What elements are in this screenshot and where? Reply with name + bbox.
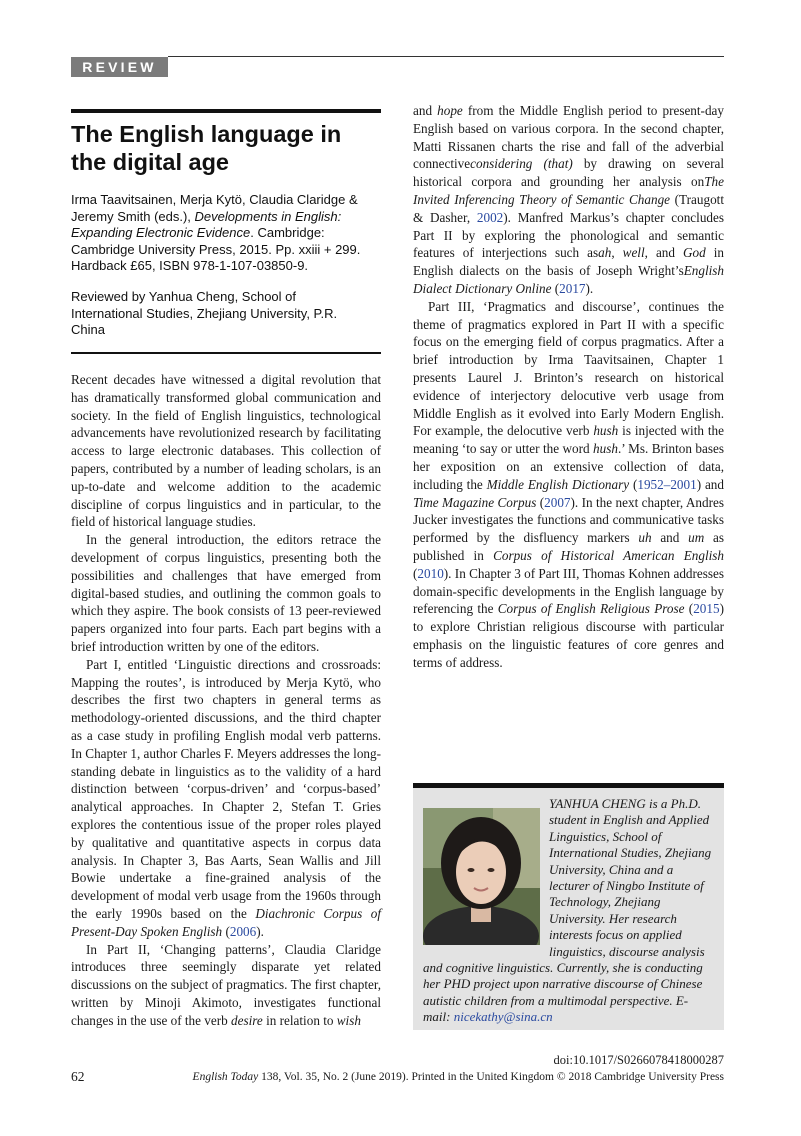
text-run: Part III, ‘Pragmatics and discourse’, continues the theme of pragmatics explored in Part II with a specific focus on the emerging field of corpus pragmatics. After a brief introduction by Irma Taavitsainen, Chapter 1 presents Laurel J. Brinton’s research on historical evidence of interjectory delocutive verb usage from Middle English as it evolved into Early Modern English. For example, the delocutive verb (413, 298, 724, 439)
term-italic: considering (that) (470, 156, 573, 172)
text-run: ) and (696, 476, 724, 492)
book-citation (71, 192, 383, 275)
right-column (413, 102, 724, 672)
text-run: ) to explore Christian religious discourse with particular emphasis on the linguistic features of core genres and terms of address. (413, 601, 724, 670)
work-title: Time Magazine Corpus (413, 494, 537, 510)
text-run: Part I, entitled ‘Linguistic directions and crossroads: Mapping the routes’, is introduced by Merja Kytö, who describes the first two chapters in general terms as methodology-oriented discussions, and the third chapter as a case study in profiling English modal verb patterns. In Chapter 1, author Charles F. Meyers addresses the long-standing debate in linguistics as to the validity of a hard distinction between ‘corpus-driven’ and ‘corpus-based’ analytical approaches. In Chapter 2, Stefan T. Gries explores the contentious issue of the proper roles played by qualitative and quantitative aspects in corpus data analysis. In Chapter 3, Bas Aarts, Sean Wallis and Jill Bowie undertake a fine-grained analysis of the development of modal verb usage from the 1960s through the early 1990s based on the (71, 656, 381, 921)
text-run: (Traugott & Dasher, (413, 191, 724, 225)
text-run: in English dialects on the basis of Joseph Wright’s (413, 245, 725, 279)
paragraph-part-one: Part I, entitled ‘Linguistic directions and crossroads: Mapping the routes’, is introduced by Merja Kytö, who describes the first two chapters in general terms as methodology-oriented discussions, and the third chapter as a case study in profiling English modal verb patterns. In Chapter 1, author Charles F. Meyers addresses the long-standing debate in linguistics as to the validity of a hard distinction between ‘corpus-driven’ and ‘corpus-based’ analytical approaches. In Chapter 2, Stefan T. Gries explores the contentious issue of the proper roles played by qualitative and quantitative aspects in corpus data analysis. In Chapter 3, Bas Aarts, Sean Wallis and Jill Bowie undertake a fine-grained analysis of the development of modal verb usage from the 1960s through the early 1990s based on the Diachronic Corpus of Present-Day Spoken English (2006). (71, 656, 381, 939)
text-run: is injected with the meaning ‘to say or utter the word (413, 423, 724, 457)
paragraph-intro: Recent decades have witnessed a digital revolution that has dramatically transformed global communication and society. In the field of English linguistics, technological advancements have revolutionized research by facilitating access to large electronic databases. This collection of papers, contributed by a number of leading scholars, is an up-to-date and welcome addition to the academic discipline of corpus linguistics and in particular, to the field of historical language studies. (71, 372, 381, 530)
term-italic: God (683, 245, 706, 261)
reviewer-line: Reviewed by Yanhua Cheng, School of International Studies, Zhejiang University, P.R. China (71, 289, 338, 337)
citation-publisher: . Cambridge: Cambridge University Press, 2015. Pp. xxiii + 299. Hardback £65, ISBN 978-1-107-03850-9. (71, 225, 361, 273)
text-run: ( (536, 494, 545, 510)
term-italic: desire (231, 1012, 263, 1028)
author-email-link[interactable]: nicekathy@sina.cn (453, 1009, 553, 1025)
article-title: The English language in the digital age (71, 121, 342, 175)
text-run: by drawing on several historical corpora and grounding her analysis on (413, 156, 724, 190)
term-italic: um (688, 530, 705, 546)
left-column (71, 371, 381, 1029)
journal-footer (160, 1071, 724, 1083)
citation-link[interactable]: 2015 (693, 601, 720, 617)
text-run: in relation to (262, 1012, 337, 1028)
text-run: ). In Chapter 3 of Part III, Thomas Kohnen addresses domain-specific developments in the English language by referencing the (413, 565, 724, 617)
citation-link[interactable]: 2002 (476, 209, 504, 225)
section-label: REVIEW (71, 57, 168, 77)
work-title: The Invited Inferencing Theory of Semantic Change (413, 174, 724, 207)
doi-line: doi:10.1017/S0266078418000287 (553, 1053, 724, 1067)
author-bio (423, 796, 715, 1026)
text-run: , and (644, 245, 684, 261)
corpus-title: Diachronic Corpus of Present-Day Spoken English (71, 905, 381, 939)
citation-link[interactable]: 2006 (229, 923, 257, 939)
text-run: from the Middle English period to present-day English based on various corpora. In the second chapter, Matti Rissanen charts the rise and fall of the adverbial connective (413, 103, 724, 172)
text-run: ( (551, 280, 560, 296)
text-run: , (611, 245, 623, 261)
journal-name: English Today (192, 1071, 259, 1083)
title-rule-top (71, 109, 381, 113)
paragraph-part-two (71, 941, 381, 1030)
term-italic: ah (598, 245, 612, 261)
text-run: ( (684, 601, 694, 617)
citation-authors: Irma Taavitsainen, Merja Kytö, Claudia Claridge & Jeremy Smith (eds.), (71, 192, 358, 224)
text-run: ). (585, 280, 594, 296)
term-italic: hope (437, 103, 463, 118)
work-title: Middle English Dictionary (486, 476, 630, 492)
page-number: 62 (71, 1069, 85, 1084)
text-run: ( (629, 476, 638, 492)
text-run: and (651, 530, 689, 546)
text-run: .’ Ms. Brinton bases her exposition on an extensive collection of data, including the (413, 441, 724, 492)
citation-book-title: Developments in English: Expanding Electronic Evidence (71, 208, 342, 240)
text-run: ). In the next chapter, Andres Jucker investigates the functions and communicative tasks performed by the disfluency markers (413, 494, 724, 546)
citation-link[interactable]: 1952–2001 (637, 476, 697, 492)
work-title: Corpus of Historical American English (493, 547, 724, 563)
citation-link[interactable]: 2010 (417, 565, 444, 581)
paragraph-part-two-continued (413, 102, 724, 298)
text-run: as published in (413, 530, 724, 563)
paragraph-general-introduction: In the general introduction, the editors retrace the development of corpus linguistics, presenting both the possibilities and challenges that have emerged from digital-based studies, and outlining the common goals to which they aspire. The book consists of 13 peer-reviewed papers organized into four parts. Each part begins with a brief introduction written by one of the editors. (71, 532, 381, 654)
text-run: and (413, 103, 438, 118)
text-run: In Part II, ‘Changing patterns’, Claudia Claridge introduces three seemingly disparate yet related discussions on the subject of pragmatics. The first chapter, written by Minoji Akimoto, investigates functional changes in the use of the verb (71, 941, 381, 1028)
journal-info: 138, Vol. 35, No. 2 (June 2019). Printed in the United Kingdom © 2018 Cambridge University Press (258, 1071, 724, 1083)
term-italic: hush (593, 441, 618, 457)
term-italic: wish (336, 1012, 361, 1028)
photo-spacer (423, 796, 549, 948)
work-title: English Dialect Dictionary Online (413, 263, 724, 296)
title-rule-bottom (71, 352, 381, 354)
author-bio-box (413, 788, 724, 1030)
text-run: ). Manfred Markus’s chapter concludes Part II by exploring the phonological and semantic features of interjections such as (413, 209, 724, 261)
paragraph-part-three (413, 298, 724, 672)
work-title: Corpus of English Religious Prose (497, 601, 685, 617)
header-rule (168, 56, 724, 57)
citation-link[interactable]: 2007 (544, 494, 571, 510)
term-italic: uh (638, 530, 652, 546)
author-bio-text: YANHUA CHENG is a Ph.D. student in English and Applied Linguistics, School of International Studies, Zhejiang University, China and a lecturer of Ningbo Institute of Technology, Zhejiang University. Her research interests focus on applied linguistics, discourse analysis and cognitive linguistics. Currently, she is conducting her PHD project upon narrative discourse of Chinese autistic children from a multimodal perspective. E-mail: (423, 796, 712, 1025)
term-italic: hush (593, 423, 619, 439)
text-run: ( (413, 565, 418, 581)
term-italic: well (622, 245, 645, 261)
citation-link[interactable]: 2017 (559, 280, 586, 296)
